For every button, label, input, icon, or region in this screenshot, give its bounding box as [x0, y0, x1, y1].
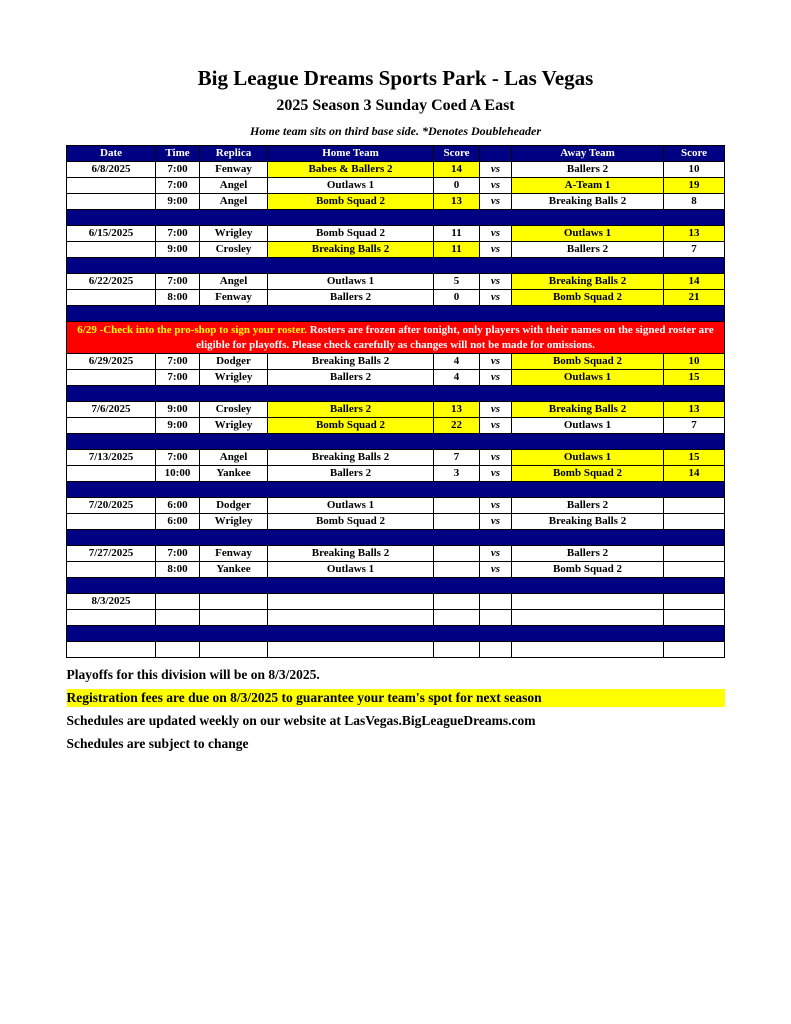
time-cell: 9:00	[156, 194, 200, 210]
date-cell: 7/27/2025	[67, 546, 156, 562]
separator-bar	[67, 626, 725, 642]
home-team-cell: Outlaws 1	[268, 498, 434, 514]
replica-cell: Crosley	[200, 402, 268, 418]
time-cell: 6:00	[156, 514, 200, 530]
away-score-cell	[664, 546, 725, 562]
away-team-cell: Ballers 2	[512, 162, 664, 178]
home-team-cell: Ballers 2	[268, 290, 434, 306]
home-score-cell: 11	[434, 242, 480, 258]
home-score-cell: 7	[434, 450, 480, 466]
time-cell: 7:00	[156, 274, 200, 290]
vs-cell	[480, 594, 512, 610]
time-cell: 10:00	[156, 466, 200, 482]
blank-cell	[512, 610, 664, 626]
vs-cell: vs	[480, 498, 512, 514]
home-team-cell: Breaking Balls 2	[268, 354, 434, 370]
away-team-cell: Breaking Balls 2	[512, 402, 664, 418]
home-score-cell	[434, 514, 480, 530]
registration-note: Registration fees are due on 8/3/2025 to guarantee your team's spot for next season	[67, 689, 725, 707]
replica-cell: Angel	[200, 194, 268, 210]
replica-cell: Angel	[200, 178, 268, 194]
replica-cell: Fenway	[200, 546, 268, 562]
game-row	[67, 194, 725, 210]
time-cell: 6:00	[156, 498, 200, 514]
home-score-cell: 0	[434, 290, 480, 306]
time-header: Time	[156, 146, 200, 162]
website-note: Schedules are updated weekly on our website at LasVegas.BigLeagueDreams.com	[66, 713, 536, 728]
date-header: Date	[67, 146, 156, 162]
separator-bar	[67, 434, 725, 450]
subject-to-change-note: Schedules are subject to change	[66, 736, 249, 751]
away-score-header: Score	[664, 146, 725, 162]
time-cell: 7:00	[156, 354, 200, 370]
home-team-cell: Bomb Squad 2	[268, 194, 434, 210]
away-team-cell: Breaking Balls 2	[512, 194, 664, 210]
time-cell: 8:00	[156, 562, 200, 578]
notice-highlight-text: 6/29 -Check into the pro-shop to sign your roster.	[77, 324, 307, 337]
playoffs-note: Playoffs for this division will be on 8/3/2025.	[66, 667, 320, 682]
game-row	[67, 162, 725, 178]
vs-cell: vs	[480, 290, 512, 306]
away-score-cell: 15	[664, 450, 725, 466]
away-team-cell: Bomb Squad 2	[512, 290, 664, 306]
time-cell: 8:00	[156, 290, 200, 306]
separator-row	[67, 578, 725, 594]
replica-cell: Wrigley	[200, 370, 268, 386]
game-row	[67, 290, 725, 306]
vs-cell: vs	[480, 194, 512, 210]
separator-row	[67, 258, 725, 274]
home-team-cell: Bomb Squad 2	[268, 226, 434, 242]
replica-cell: Fenway	[200, 290, 268, 306]
replica-cell: Wrigley	[200, 514, 268, 530]
blank-cell	[156, 610, 200, 626]
away-team-cell: Ballers 2	[512, 546, 664, 562]
blank-row	[67, 642, 725, 658]
blank-cell	[200, 642, 268, 658]
date-cell	[67, 514, 156, 530]
home-team-cell: Breaking Balls 2	[268, 546, 434, 562]
away-team-header: Away Team	[512, 146, 664, 162]
separator-bar	[67, 258, 725, 274]
vs-cell: vs	[480, 514, 512, 530]
away-team-cell: Outlaws 1	[512, 418, 664, 434]
home-score-cell: 13	[434, 402, 480, 418]
blank-cell	[67, 610, 156, 626]
date-cell	[67, 242, 156, 258]
home-score-cell: 11	[434, 226, 480, 242]
home-team-cell: Breaking Balls 2	[268, 450, 434, 466]
date-cell	[67, 562, 156, 578]
away-score-cell: 21	[664, 290, 725, 306]
time-cell: 7:00	[156, 226, 200, 242]
separator-bar	[67, 578, 725, 594]
away-score-cell: 7	[664, 242, 725, 258]
away-score-cell: 7	[664, 418, 725, 434]
blank-cell	[268, 610, 434, 626]
date-cell: 8/3/2025	[67, 594, 156, 610]
blank-cell	[480, 610, 512, 626]
separator-bar	[67, 530, 725, 546]
away-score-cell: 14	[664, 274, 725, 290]
away-score-cell: 13	[664, 226, 725, 242]
game-row	[67, 226, 725, 242]
roster-notice-row	[67, 322, 725, 354]
away-team-cell: Bomb Squad 2	[512, 354, 664, 370]
blank-cell	[156, 642, 200, 658]
away-team-cell	[512, 594, 664, 610]
away-score-cell	[664, 514, 725, 530]
home-team-cell: Bomb Squad 2	[268, 418, 434, 434]
home-score-cell: 4	[434, 370, 480, 386]
game-row	[67, 466, 725, 482]
away-score-cell: 10	[664, 162, 725, 178]
replica-cell: Fenway	[200, 162, 268, 178]
date-cell: 6/15/2025	[67, 226, 156, 242]
separator-bar	[67, 386, 725, 402]
away-team-cell: Outlaws 1	[512, 450, 664, 466]
away-score-cell: 10	[664, 354, 725, 370]
game-row	[67, 274, 725, 290]
time-cell: 9:00	[156, 418, 200, 434]
page-title: Big League Dreams Sports Park - Las Vegas	[197, 66, 594, 90]
time-cell: 7:00	[156, 178, 200, 194]
date-cell	[67, 418, 156, 434]
date-cell	[67, 178, 156, 194]
vs-cell: vs	[480, 242, 512, 258]
footer	[67, 666, 725, 753]
season-subtitle: 2025 Season 3 Sunday Coed A East	[276, 97, 515, 114]
vs-header	[480, 146, 512, 162]
away-score-cell	[664, 498, 725, 514]
game-row	[67, 354, 725, 370]
replica-cell: Yankee	[200, 466, 268, 482]
vs-cell: vs	[480, 162, 512, 178]
blank-cell	[434, 642, 480, 658]
replica-cell: Angel	[200, 274, 268, 290]
vs-cell: vs	[480, 402, 512, 418]
game-row	[67, 594, 725, 610]
blank-cell	[268, 642, 434, 658]
away-team-cell: Bomb Squad 2	[512, 466, 664, 482]
home-team-cell: Outlaws 1	[268, 274, 434, 290]
roster-notice	[67, 322, 725, 354]
time-cell: 7:00	[156, 450, 200, 466]
blank-cell	[664, 642, 725, 658]
home-team-cell	[268, 594, 434, 610]
vs-cell: vs	[480, 354, 512, 370]
home-team-header: Home Team	[268, 146, 434, 162]
away-team-cell: Breaking Balls 2	[512, 514, 664, 530]
away-score-cell: 19	[664, 178, 725, 194]
blank-cell	[512, 642, 664, 658]
separator-row	[67, 482, 725, 498]
home-score-cell: 22	[434, 418, 480, 434]
away-score-cell: 8	[664, 194, 725, 210]
game-row	[67, 402, 725, 418]
home-score-cell: 3	[434, 466, 480, 482]
blank-row	[67, 610, 725, 626]
blank-cell	[67, 642, 156, 658]
away-team-cell: Outlaws 1	[512, 226, 664, 242]
game-row	[67, 514, 725, 530]
home-score-cell: 0	[434, 178, 480, 194]
away-score-cell: 14	[664, 466, 725, 482]
game-row	[67, 370, 725, 386]
date-cell: 7/6/2025	[67, 402, 156, 418]
away-team-cell: Ballers 2	[512, 498, 664, 514]
time-cell: 9:00	[156, 242, 200, 258]
notice-body-text: Rosters are frozen after tonight, only players with their names on the signed roster are eligible for playoffs. Please check carefully as changes will not be made for omissions.	[196, 324, 714, 351]
blank-cell	[480, 642, 512, 658]
date-cell: 7/13/2025	[67, 450, 156, 466]
schedule-body	[67, 162, 725, 658]
vs-cell: vs	[480, 370, 512, 386]
separator-row	[67, 434, 725, 450]
away-score-cell: 13	[664, 402, 725, 418]
time-cell	[156, 594, 200, 610]
away-team-cell: A-Team 1	[512, 178, 664, 194]
separator-bar	[67, 210, 725, 226]
vs-cell: vs	[480, 562, 512, 578]
vs-cell: vs	[480, 178, 512, 194]
blank-cell	[664, 610, 725, 626]
home-score-cell	[434, 546, 480, 562]
home-score-cell: 13	[434, 194, 480, 210]
replica-cell: Crosley	[200, 242, 268, 258]
game-row	[67, 450, 725, 466]
date-cell: 7/20/2025	[67, 498, 156, 514]
away-team-cell: Ballers 2	[512, 242, 664, 258]
home-team-cell: Outlaws 1	[268, 178, 434, 194]
replica-cell	[200, 594, 268, 610]
home-score-cell	[434, 498, 480, 514]
vs-cell: vs	[480, 274, 512, 290]
blank-cell	[200, 610, 268, 626]
header-row	[67, 146, 725, 162]
game-row	[67, 546, 725, 562]
home-team-cell: Babes & Ballers 2	[268, 162, 434, 178]
date-cell	[67, 466, 156, 482]
time-cell: 7:00	[156, 546, 200, 562]
replica-cell: Dodger	[200, 498, 268, 514]
game-row	[67, 498, 725, 514]
separator-row	[67, 626, 725, 642]
home-team-cell: Ballers 2	[268, 402, 434, 418]
game-row	[67, 242, 725, 258]
away-team-cell: Bomb Squad 2	[512, 562, 664, 578]
separator-row	[67, 210, 725, 226]
separator-bar	[67, 306, 725, 322]
home-score-cell	[434, 562, 480, 578]
date-cell	[67, 370, 156, 386]
time-cell: 9:00	[156, 402, 200, 418]
game-row	[67, 562, 725, 578]
away-team-cell: Outlaws 1	[512, 370, 664, 386]
home-score-cell: 14	[434, 162, 480, 178]
home-score-cell: 5	[434, 274, 480, 290]
date-cell	[67, 290, 156, 306]
replica-cell: Dodger	[200, 354, 268, 370]
vs-cell: vs	[480, 546, 512, 562]
game-row	[67, 418, 725, 434]
vs-cell: vs	[480, 450, 512, 466]
home-team-cell: Bomb Squad 2	[268, 514, 434, 530]
blank-cell	[434, 610, 480, 626]
home-score-cell: 4	[434, 354, 480, 370]
away-team-cell: Breaking Balls 2	[512, 274, 664, 290]
home-team-cell: Breaking Balls 2	[268, 242, 434, 258]
separator-bar	[67, 482, 725, 498]
home-score-cell	[434, 594, 480, 610]
replica-cell: Wrigley	[200, 226, 268, 242]
time-cell: 7:00	[156, 370, 200, 386]
home-team-cell: Ballers 2	[268, 466, 434, 482]
game-row	[67, 178, 725, 194]
separator-row	[67, 386, 725, 402]
separator-row	[67, 530, 725, 546]
date-cell	[67, 194, 156, 210]
home-team-cell: Ballers 2	[268, 370, 434, 386]
vs-cell: vs	[480, 226, 512, 242]
date-cell: 6/8/2025	[67, 162, 156, 178]
home-team-note: Home team sits on third base side. *Denotes Doubleheader	[250, 124, 541, 138]
replica-cell: Angel	[200, 450, 268, 466]
home-score-header: Score	[434, 146, 480, 162]
replica-cell: Wrigley	[200, 418, 268, 434]
vs-cell: vs	[480, 418, 512, 434]
vs-cell: vs	[480, 466, 512, 482]
date-cell: 6/22/2025	[67, 274, 156, 290]
away-score-cell: 15	[664, 370, 725, 386]
schedule-table	[66, 145, 725, 658]
away-score-cell	[664, 594, 725, 610]
replica-header: Replica	[200, 146, 268, 162]
time-cell: 7:00	[156, 162, 200, 178]
date-cell: 6/29/2025	[67, 354, 156, 370]
away-score-cell	[664, 562, 725, 578]
replica-cell: Yankee	[200, 562, 268, 578]
separator-row	[67, 306, 725, 322]
home-team-cell: Outlaws 1	[268, 562, 434, 578]
